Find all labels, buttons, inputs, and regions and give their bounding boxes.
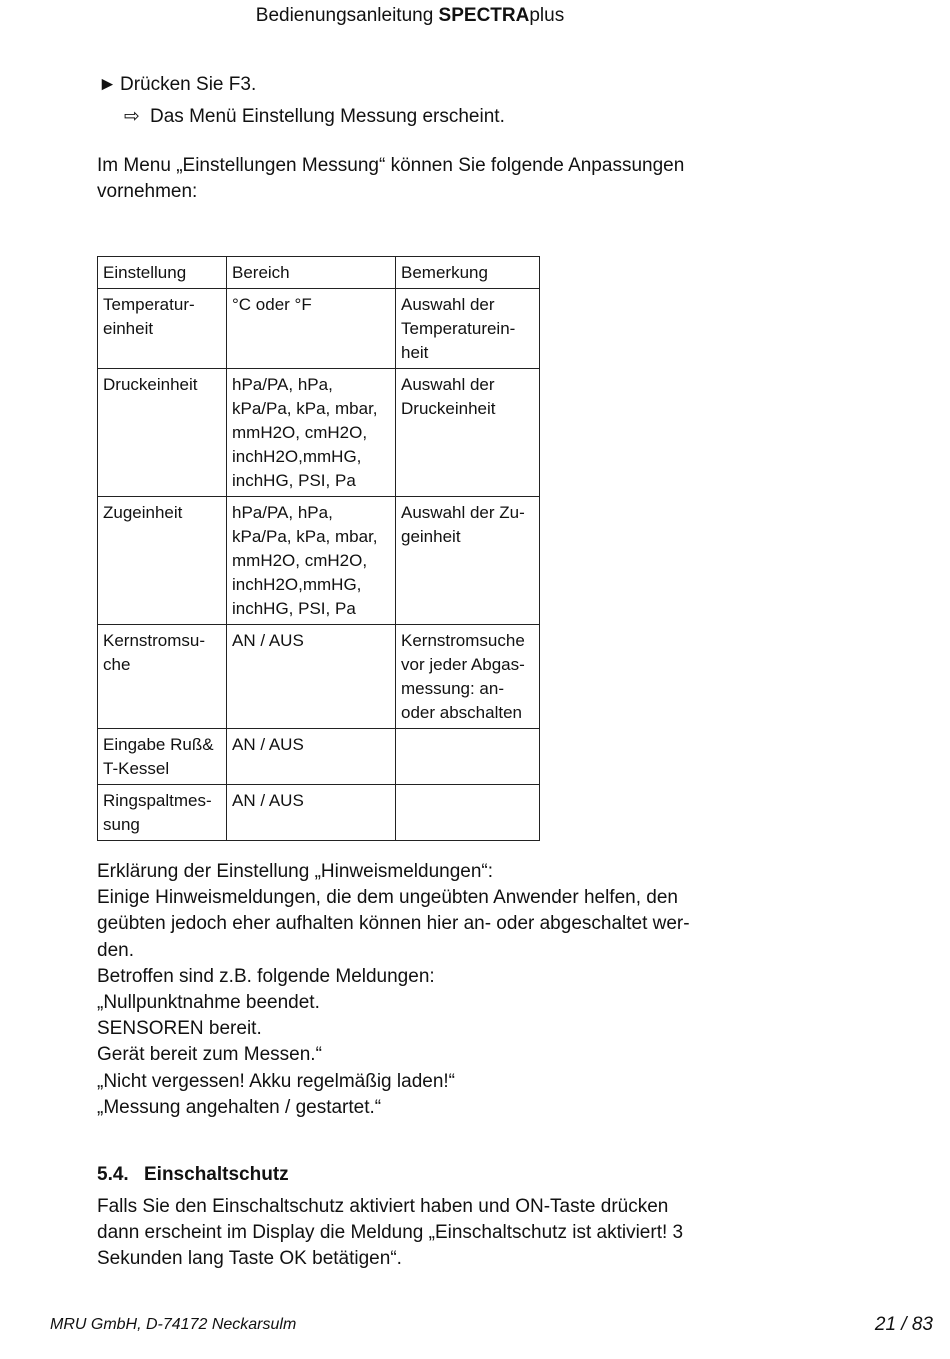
instruction-result xyxy=(124,105,505,128)
intro-line: vornehmen: xyxy=(97,181,198,202)
instruction-result-text: Das Menü Einstellung Messung erscheint. xyxy=(150,106,505,127)
section-body-line: Sekunden lang Taste OK betätigen“. xyxy=(97,1248,402,1269)
footer-page-number: 21 / 83 xyxy=(874,1314,933,1335)
explanation-line: Erklärung der Einstellung „Hinweismeldungen“: xyxy=(97,861,494,882)
explanation-line: „Messung angehalten / gestartet.“ xyxy=(97,1096,382,1118)
cell-einstellung: Druckeinheit xyxy=(98,369,227,497)
cell-bemerkung xyxy=(396,729,540,785)
cell-bereich: AN / AUS xyxy=(227,729,396,785)
explanation-line: SENSOREN bereit. xyxy=(97,1018,262,1040)
explanation-line: „Nullpunktnahme beendet. xyxy=(97,992,320,1014)
section-title: Einschaltschutz xyxy=(144,1164,289,1185)
table-row xyxy=(98,497,540,625)
table-row xyxy=(98,729,540,785)
cell-einstellung: Ringspaltmes- sung xyxy=(98,785,227,841)
section-number: 5.4. xyxy=(97,1164,129,1185)
explanation-line: den. xyxy=(97,939,134,961)
explanation-block xyxy=(97,859,737,1121)
page-header xyxy=(0,5,820,27)
table-row xyxy=(98,785,540,841)
instruction-step-text: Drücken Sie F3. xyxy=(120,74,257,95)
explanation-line: Einige Hinweismeldungen, die dem ungeübten Anwender helfen, den xyxy=(97,887,678,909)
cell-bereich: °C oder °F xyxy=(227,289,396,369)
footer-company: MRU GmbH, D-74172 Neckarsulm xyxy=(50,1316,297,1333)
cell-bereich: hPa/PA, hPa, kPa/Pa, kPa, mbar, mmH2O, cmH2O, inchH2O,mmHG, inchHG, PSI, Pa xyxy=(227,369,396,497)
cell-bemerkung: Auswahl der Zu- geinheit xyxy=(396,497,540,625)
section-body-line: Falls Sie den Einschaltschutz aktiviert haben und ON-Taste drücken xyxy=(97,1196,669,1217)
intro-paragraph xyxy=(97,153,737,205)
column-header-bereich: Bereich xyxy=(227,257,396,289)
header-title-brand: SPECTRA xyxy=(438,5,530,26)
cell-bereich: hPa/PA, hPa, kPa/Pa, kPa, mbar, mmH2O, cmH2O, inchH2O,mmHG, inchHG, PSI, Pa xyxy=(227,497,396,625)
cell-einstellung: Temperatur- einheit xyxy=(98,289,227,369)
section-heading xyxy=(97,1164,289,1186)
column-header-bemerkung: Bemerkung xyxy=(396,257,540,289)
cell-einstellung: Zugeinheit xyxy=(98,497,227,625)
column-header-einstellung: Einstellung xyxy=(98,257,227,289)
header-title-prefix: Bedienungsanleitung xyxy=(255,5,439,26)
explanation-line: Gerät bereit zum Messen.“ xyxy=(97,1044,322,1066)
table-row xyxy=(98,625,540,729)
cell-bemerkung xyxy=(396,785,540,841)
cell-bemerkung: Auswahl der Druckeinheit xyxy=(396,369,540,497)
cell-bemerkung: Auswahl der Temperaturein- heit xyxy=(396,289,540,369)
cell-bereich: AN / AUS xyxy=(227,785,396,841)
section-body-line: dann erscheint im Display die Meldung „Einschaltschutz ist aktiviert! 3 xyxy=(97,1222,684,1243)
table-header-row xyxy=(98,257,540,289)
cell-einstellung: Kernstromsu- che xyxy=(98,625,227,729)
settings-table xyxy=(97,256,540,841)
intro-line: Im Menu „Einstellungen Messung“ können Sie folgende Anpassungen xyxy=(97,155,685,176)
explanation-line: geübten jedoch eher aufhalten können hier an- oder abgeschaltet wer- xyxy=(97,913,690,935)
table-row xyxy=(98,369,540,497)
cell-bemerkung: Kernstromsuche vor jeder Abgas- messung: an- oder abschalten xyxy=(396,625,540,729)
section-body xyxy=(97,1194,737,1272)
instruction-step xyxy=(98,74,256,96)
explanation-line: „Nicht vergessen! Akku regelmäßig laden!“ xyxy=(97,1070,455,1092)
play-arrow-icon: ► xyxy=(98,74,117,95)
result-arrow-icon: ⇨ xyxy=(124,106,140,127)
header-title-suffix: plus xyxy=(529,5,565,26)
cell-einstellung: Eingabe Ruß& T-Kessel xyxy=(98,729,227,785)
table-row xyxy=(98,289,540,369)
cell-bereich: AN / AUS xyxy=(227,625,396,729)
explanation-line: Betroffen sind z.B. folgende Meldungen: xyxy=(97,965,435,987)
